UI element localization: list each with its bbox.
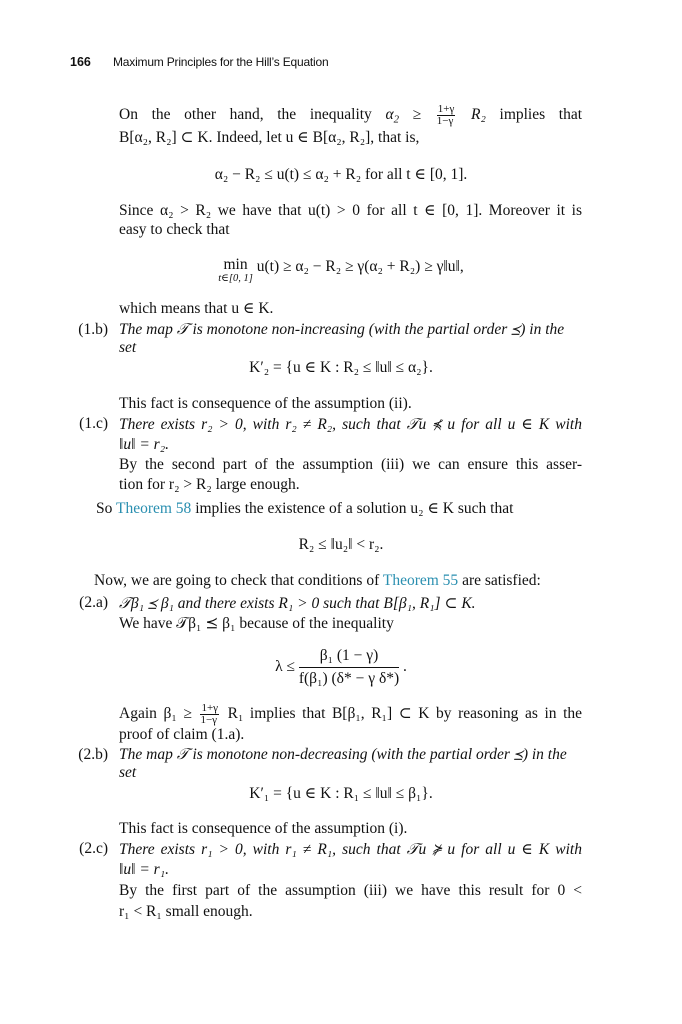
paragraph-line: We have 𝒯β₁ ⪯ β₁ because of the inequality — [119, 615, 394, 632]
fraction: $\frac{1+\gamma}{1-\gamma}$ — [200, 702, 219, 726]
item-text: There exists r₂ > 0, with r₂ ≠ R₂, such that 𝒯u ⋠ u for all u ∈ K with — [119, 416, 582, 433]
equation: K′₂ = {u ∈ K : R₂ ≤ ‖u‖ ≤ α₂}. — [249, 359, 433, 376]
paragraph-line: By the first part of the assumption (iii) we have this result for 0 < — [119, 882, 582, 899]
equation: α₂ − R₂ ≤ u(t) ≤ α₂ + R₂ for all t ∈ [0, 1]. — [214, 166, 468, 183]
paragraph-line: So Theorem 58 implies the existence of a solution u₂ ∈ K such that — [96, 500, 514, 517]
paragraph-line: r₁ < R₁ small enough. — [119, 903, 253, 920]
item-text: ‖u‖ = r₂. — [119, 436, 169, 453]
min-operator: min t∈[0, 1] — [218, 256, 253, 284]
fraction: $\frac{1+\gamma}{1-\gamma}$ — [436, 103, 455, 127]
paragraph-line: tion for r₂ > R₂ large enough. — [119, 476, 300, 493]
theorem-58-link[interactable]: Theorem 58 — [115, 500, 192, 517]
paragraph-line: By the second part of the assumption (iii) we can ensure this asser- — [119, 456, 582, 473]
item-text: 𝒯β₁ ⪯ β₁ and there exists R₁ > 0 such that B[β₁, R₁] ⊂ K. — [119, 595, 476, 612]
equation-fraction: λ ≤ $\frac{\text{β₁ (1 − γ)}}{\text{f(β₁) (δ* − γ δ*)}}$ . — [0, 645, 682, 690]
fraction: $\frac{\text{β₁ (1 − γ)}}{\text{f(β₁) (δ* − γ δ*)}}$ — [298, 647, 400, 687]
paragraph-line: easy to check that — [119, 221, 230, 238]
item-label: (2.a) — [79, 594, 108, 611]
paragraph-line: proof of claim (1.a). — [119, 726, 245, 743]
item-text: The map 𝒯 is monotone non-increasing (with the partial order ⪯) in the set — [119, 321, 565, 356]
paragraph-line: Again β₁ ≥ $\frac{1+\gamma}{1-\gamma}$ R₁ implies that B[β₁, R₁] ⊂ K by reasoning as in the — [119, 702, 583, 726]
equation-min: min t∈[0, 1] u(t) ≥ α₂ − R₂ ≥ γ(α₂ + R₂) ≥ γ‖u‖, — [218, 256, 464, 284]
paragraph-line: This fact is consequence of the assumption (ii). — [119, 395, 412, 412]
paragraph-line: On the other hand, the inequality $\alpha_2$ ≥ $\frac{1+\gamma}{1-\gamma}$ R₂ implies that — [119, 103, 583, 127]
item-label: (1.b) — [78, 321, 108, 338]
theorem-55-link[interactable]: Theorem 55 — [382, 572, 459, 589]
page-number: 166 — [70, 55, 91, 69]
item-label: (1.c) — [79, 415, 108, 432]
paragraph-line: Since α₂ > R₂ we have that u(t) > 0 for all t ∈ [0, 1]. Moreover it is — [119, 202, 582, 219]
paragraph-line: B[α₂, R₂] ⊂ K. Indeed, let u ∈ B[α₂, R₂], that is, — [119, 129, 420, 146]
item-label: (2.c) — [79, 840, 108, 857]
running-title: Maximum Principles for the Hill’s Equation — [113, 55, 329, 69]
equation: R₂ ≤ ‖u₂‖ < r₂. — [298, 536, 384, 553]
item-label: (2.b) — [78, 746, 108, 763]
item-text: ‖u‖ = r₁. — [119, 861, 169, 878]
paragraph-line: This fact is consequence of the assumption (i). — [119, 820, 408, 837]
item-text: The map 𝒯 is monotone non-decreasing (with the partial order ⪯) in the set — [119, 746, 567, 781]
equation: K′₁ = {u ∈ K : R₁ ≤ ‖u‖ ≤ β₁}. — [249, 785, 433, 802]
paragraph-line: which means that u ∈ K. — [119, 300, 274, 317]
item-text: There exists r₁ > 0, with r₁ ≠ R₁, such that 𝒯u ⋡ u for all u ∈ K with — [119, 841, 582, 858]
paragraph-line: Now, we are going to check that conditions of Theorem 55 are satisfied: — [94, 572, 541, 589]
